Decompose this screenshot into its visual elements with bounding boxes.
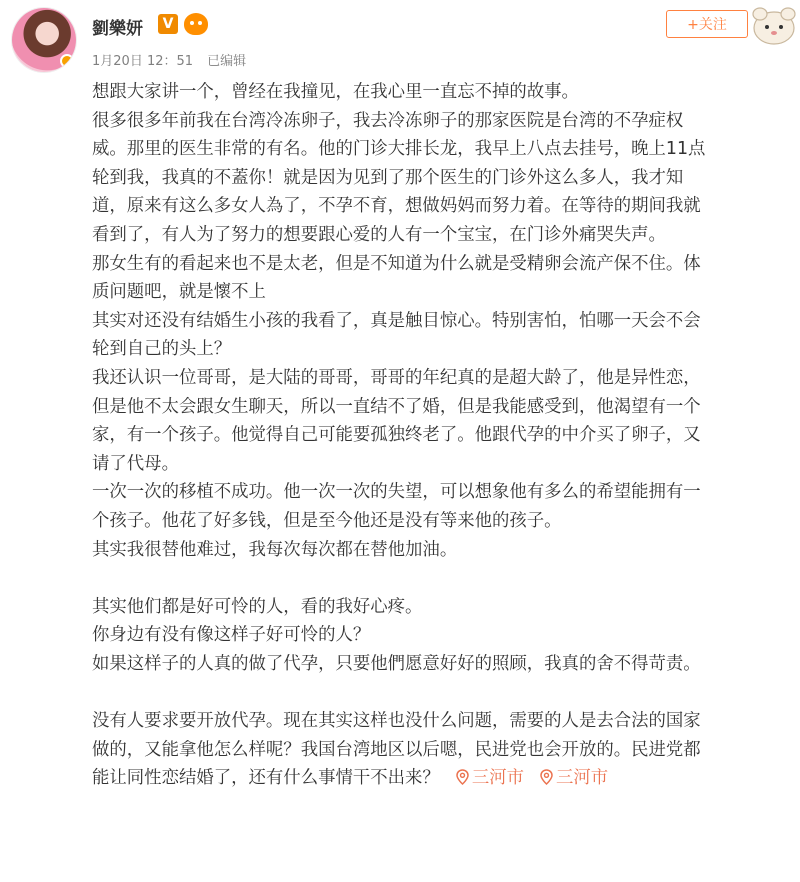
content-line: 你身边有没有像这样子好可怜的人？: [92, 625, 371, 646]
content-line: 想跟大家讲一个，曾经在我撞见，在我心里一直忘不掉的故事。: [92, 82, 579, 102]
content-line: 其实他们都是好可怜的人，看的我好心疼。: [92, 596, 423, 617]
location-pin-icon: [540, 769, 553, 785]
content-line: 其实对还没有结婚生小孩的我看了，真是触目惊心。特别害怕，怕哪一天会不会: [92, 310, 701, 331]
content-line: 但是他不太会跟女生聊天，所以一直结不了婚，但是我能感受到，他渴望有一个: [92, 396, 701, 417]
location-label[interactable]: 三河市: [471, 768, 525, 789]
content-line: 请了代母。: [92, 453, 179, 474]
avatar[interactable]: [12, 8, 76, 72]
paragraph-gap: [92, 678, 792, 707]
author-name[interactable]: 劉樂妍: [92, 19, 143, 39]
verified-badge-icon: [60, 54, 74, 68]
content-line: 能让同性恋结婚了，还有什么事情干不出来？: [92, 768, 440, 789]
content-line: 轮到自己的头上？: [92, 339, 232, 360]
edited-label: 已编辑: [207, 54, 247, 69]
content-line: 威。那里的医生非常的有名。他的门诊大排长龙，我早上八点去挂号，晚上11点: [92, 139, 706, 160]
location-tag[interactable]: [540, 768, 608, 788]
member-icon[interactable]: [184, 13, 208, 35]
content-line-last: [92, 764, 792, 793]
content-line: 个孩子。他花了好多钱，但是至今他还是没有等来他的孩子。: [92, 510, 562, 531]
post-meta: [92, 50, 256, 69]
content-line: 做的，又能拿他怎么样呢？我国台湾地区以后嗯，民进党也会开放的。民进党都: [92, 739, 701, 760]
content-line: 道，原来有这么多女人為了，不孕不育，想做妈妈而努力着。在等待的期间我就: [92, 196, 701, 217]
content-line: 其实我很替他难过，我每次每次都在替他加油。: [92, 539, 458, 560]
content-line: 一次一次的移植不成功。他一次一次的失望，可以想象他有多么的希望能拥有一: [92, 482, 701, 503]
location-label[interactable]: 三河市: [556, 768, 609, 789]
content-line: 我还认识一位哥哥，是大陆的哥哥，哥哥的年纪真的是超大龄了，他是异性恋，: [92, 367, 701, 388]
content-line: 很多很多年前我在台湾冷冻卵子，我去冷冻卵子的那家医院是台湾的不孕症权: [92, 110, 684, 131]
location-pin-icon: [456, 769, 469, 785]
location-tag[interactable]: [456, 768, 524, 788]
mascot-icon: [748, 0, 800, 46]
content-line: 家，有一个孩子。他觉得自己可能要孤独终老了。他跟代孕的中介买了卵子，又: [92, 425, 701, 446]
post-timestamp[interactable]: 1月20日 12：51: [92, 54, 194, 69]
post-content: [92, 78, 792, 793]
content-line: 那女生有的看起来也不是太老，但是不知道为什么就是受精卵会流产保不住。体: [92, 253, 701, 274]
follow-button[interactable]: +关注: [666, 10, 748, 38]
content-line: 轮到我，我真的不蓋你！就是因为见到了那个医生的门诊外这么多人，我才知: [92, 167, 684, 188]
content-line: 看到了，有人为了努力的想要跟心爱的人有一个宝宝，在门诊外痛哭失声。: [92, 224, 666, 245]
content-line: 质问题吧，就是懷不上: [92, 282, 266, 303]
vip-icon[interactable]: V: [158, 14, 178, 34]
content-line: 没有人要求要开放代孕。现在其实这样也没什么问题，需要的人是去合法的国家: [92, 711, 701, 732]
paragraph-gap: [92, 564, 792, 593]
content-line: 如果这样子的人真的做了代孕，只要他們愿意好好的照顾，我真的舍不得苛责。: [92, 653, 701, 674]
